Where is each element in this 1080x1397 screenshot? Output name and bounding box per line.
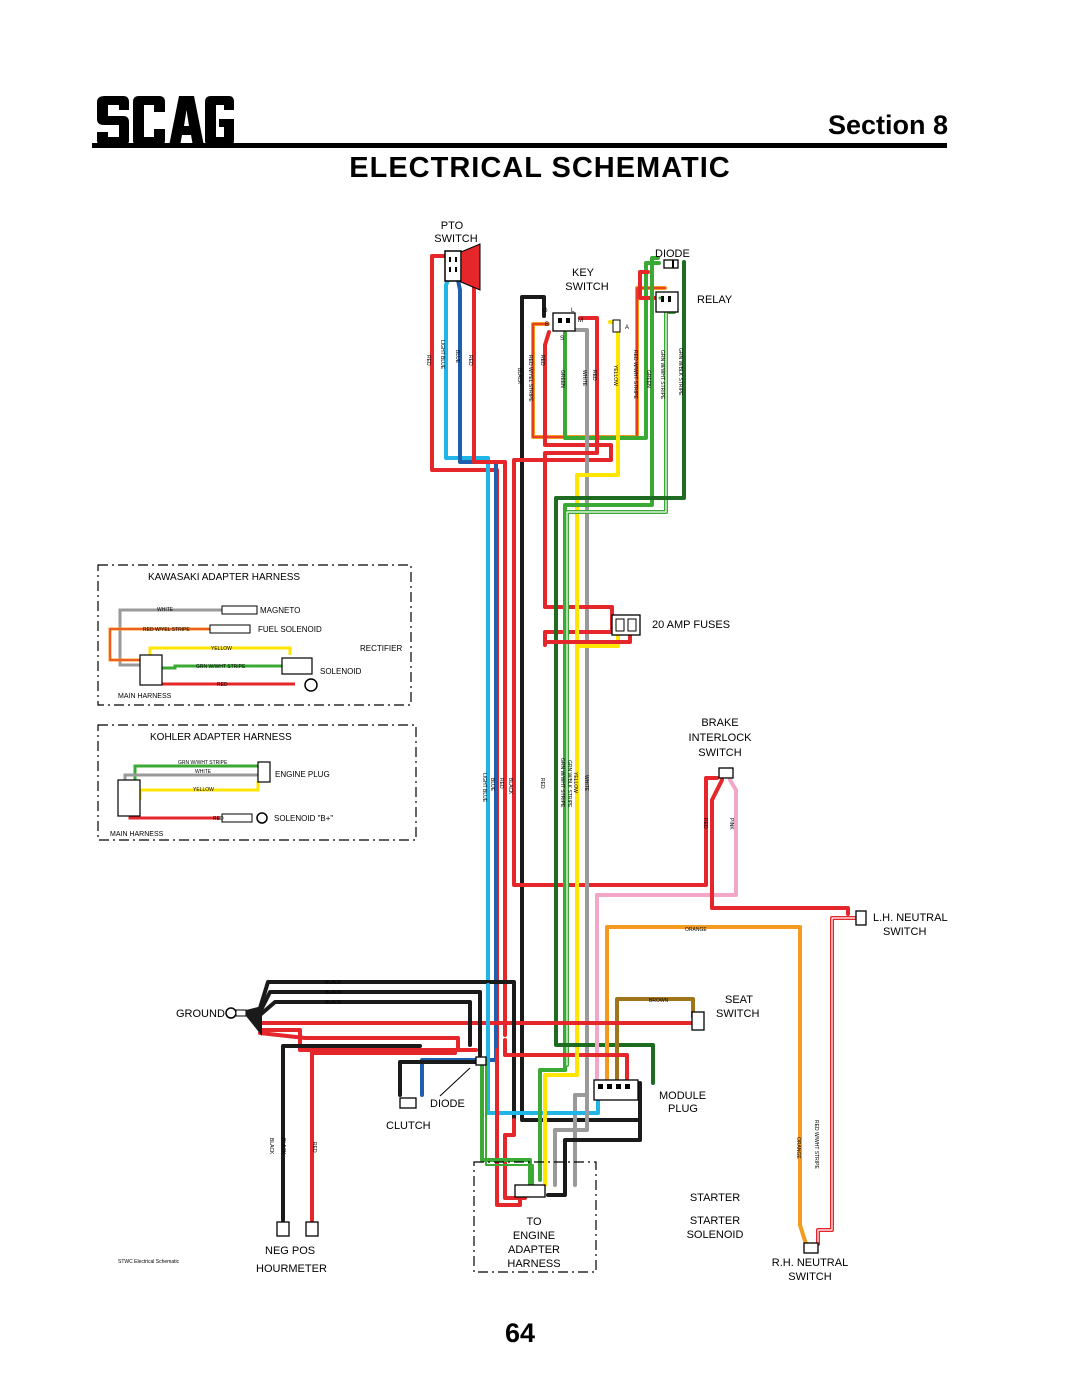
wl-orange: ORANGE xyxy=(685,927,707,933)
kawasaki-solenoid: SOLENOID xyxy=(320,667,362,676)
brake-switch xyxy=(719,768,733,778)
wl-key-6: YELLOW xyxy=(612,365,618,386)
wl-trunk-7: YELLOW xyxy=(572,772,578,793)
wl-hm-2: RED xyxy=(311,1142,317,1153)
wl-pto-0: RED xyxy=(425,355,431,366)
wl-rh-0: ORANGE xyxy=(795,1137,801,1159)
wl-key-0: RED W/YEL STRIPE xyxy=(527,355,533,402)
lh-neutral-switch xyxy=(856,911,866,925)
starter-solenoid-1: STARTER xyxy=(689,1215,741,1227)
rh-neutral-label-2: SWITCH xyxy=(788,1271,832,1283)
diode-clutch-label: DIODE xyxy=(430,1098,465,1110)
wl-ground-0: BLACK xyxy=(325,980,342,986)
wl-pto-2: BLUE xyxy=(454,350,460,364)
koh-wire-red: RED xyxy=(213,816,224,822)
wire-lh-red-w-wht-stripe xyxy=(818,918,858,1244)
key-term-a: A xyxy=(625,325,630,331)
wl-trunk-2: RED xyxy=(498,778,504,789)
wl-ground-1: BLACK xyxy=(325,990,342,996)
key-term-g: G xyxy=(543,308,548,314)
clutch-connector xyxy=(400,1098,416,1108)
kaw-wire-grnwht: GRN W/WHT STRIPE xyxy=(196,664,246,670)
brake-label-1: BRAKE xyxy=(701,717,739,729)
koh-wire-yellow: YELLOW xyxy=(193,787,214,793)
wl-relay-0: RED W/WHT STRIPE xyxy=(632,350,638,399)
wl-rh-1: RED W/WHT STRIPE xyxy=(813,1120,819,1169)
wire-eng-green-2 xyxy=(486,1060,533,1185)
relay xyxy=(656,292,678,312)
wire-key-black xyxy=(522,297,640,1120)
wire-pto-blue xyxy=(457,275,496,1028)
relay-label: RELAY xyxy=(697,294,733,306)
kaw-wire-white: WHITE xyxy=(157,607,174,613)
wl-key-2: RED xyxy=(539,355,545,366)
wl-pto-3: RED xyxy=(467,355,473,366)
koh-wire-grnwht: GRN W/WHT STRIPE xyxy=(178,760,228,766)
ground-lug xyxy=(226,1006,262,1036)
kaw-wire-redyel: RED W/YEL STRIPE xyxy=(143,627,190,633)
wl-trunk-4: RED xyxy=(539,778,545,789)
kohler-engine-plug: ENGINE PLUG xyxy=(275,770,330,779)
lh-neutral-label: L.H. NEUTRAL xyxy=(873,912,948,924)
brake-label-3: SWITCH xyxy=(698,747,742,759)
engine-adapter-1: TO xyxy=(526,1216,542,1228)
pto-switch xyxy=(445,244,480,290)
engine-adapter-2: ENGINE xyxy=(512,1230,556,1242)
wl-trunk-1: BLUE xyxy=(489,778,495,792)
kohler-solenoid-b: SOLENOID "B+" xyxy=(274,814,334,823)
key-term-s: S xyxy=(560,336,565,342)
wl-trunk-0: LIGHT BLUE xyxy=(481,773,487,803)
fuse-holder xyxy=(612,615,640,635)
seat-label: SEAT xyxy=(725,994,753,1006)
wl-key-3: GREEN xyxy=(559,370,565,388)
module-label: MODULE xyxy=(659,1090,707,1102)
section-number: Section 8 xyxy=(827,110,948,140)
wl-key-4: WHITE xyxy=(581,370,587,387)
clutch-label: CLUTCH xyxy=(386,1120,431,1132)
ground-label: GROUND xyxy=(176,1008,225,1020)
module-label-2: PLUG xyxy=(668,1103,698,1115)
kawasaki-magneto: MAGNETO xyxy=(260,606,301,615)
clutch-diode xyxy=(476,1057,486,1065)
rh-neutral-label: R.H. NEUTRAL xyxy=(771,1257,849,1269)
key-label: KEY xyxy=(571,267,595,279)
wire-hourmeter-red xyxy=(312,1053,455,1220)
wl-key-1: BLACK xyxy=(516,368,522,385)
wl-brown: BROWN xyxy=(649,998,669,1004)
wire-lh-red-w-wht xyxy=(818,918,858,1244)
wire-eng-red xyxy=(497,1050,520,1205)
kawasaki-harness xyxy=(98,565,411,705)
wl-hm-1: BLACK xyxy=(280,1138,286,1155)
seat-label-2: SWITCH xyxy=(716,1008,760,1020)
hourmeter-pos xyxy=(306,1222,318,1236)
wl-pto-1: LIGHT BLUE xyxy=(439,340,445,370)
pto-label: PTO xyxy=(440,220,464,232)
koh-wire-white: WHITE xyxy=(195,769,212,775)
lh-neutral-label-2: SWITCH xyxy=(883,926,927,938)
wire-relay-grn-w-wht-inner xyxy=(567,312,674,1065)
wl-relay-2: GRN W/WHT STRIPE xyxy=(659,350,665,400)
wl-relay-1: GREEN xyxy=(645,370,651,388)
wl-key-5: RED xyxy=(591,370,597,381)
key-label-2: SWITCH xyxy=(565,281,609,293)
seat-switch xyxy=(692,1012,704,1030)
page-title: ELECTRICAL SCHEMATIC xyxy=(349,152,731,184)
wl-brake-0: RED xyxy=(702,818,708,829)
kawasaki-title: KAWASAKI ADAPTER HARNESS xyxy=(148,572,301,583)
kohler-main-harness: MAIN HARNESS xyxy=(110,831,164,838)
kawasaki-fuel-solenoid: FUEL SOLENOID xyxy=(258,625,322,634)
starter-label: STARTER xyxy=(689,1192,741,1204)
hourmeter-label: HOURMETER xyxy=(256,1263,327,1275)
key-term-b: B xyxy=(545,322,550,328)
diode-top-label: DIODE xyxy=(655,248,690,260)
wl-trunk-6: GRN W/BLK STRIPE xyxy=(566,760,572,808)
kaw-wire-yellow: YELLOW xyxy=(211,646,232,652)
pto-label-2: SWITCH xyxy=(434,233,478,245)
hourmeter-terminals: NEG POS xyxy=(265,1245,316,1257)
fuses-label: 20 AMP FUSES xyxy=(652,619,731,631)
wl-trunk-8: WHITE xyxy=(583,775,589,792)
kawasaki-main-harness: MAIN HARNESS xyxy=(118,693,172,700)
kohler-title: KOHLER ADAPTER HARNESS xyxy=(150,732,292,743)
kaw-wire-red: RED xyxy=(217,682,228,688)
brake-label-2: INTERLOCK xyxy=(688,732,752,744)
wire-relay-grn-w-wht xyxy=(567,312,674,1065)
starter-solenoid-2: SOLENOID xyxy=(686,1229,744,1241)
engine-adapter-3: ADAPTER xyxy=(508,1244,560,1256)
key-term-m: M xyxy=(578,318,583,324)
wl-ground-2: BLACK xyxy=(325,1000,342,1006)
kawasaki-rectifier: RECTIFIER xyxy=(360,644,403,653)
key-term-l: L xyxy=(571,308,575,314)
wire-clutch-black xyxy=(400,1062,480,1095)
diode-top xyxy=(664,260,678,268)
engine-adapter-connector xyxy=(515,1185,545,1197)
wire-pto-light-blue xyxy=(446,270,488,985)
wl-trunk-5: GRN W/WHT STRIPE xyxy=(559,758,565,808)
wl-trunk-3: BLACK xyxy=(507,778,513,795)
engine-adapter-4: HARNESS xyxy=(507,1258,561,1270)
rh-neutral-switch xyxy=(804,1243,818,1253)
module-plug xyxy=(594,1080,638,1100)
footer-note: STWC Electrical Schematic xyxy=(118,1259,180,1265)
wl-relay-3: GRN W/BLK STRIPE xyxy=(677,348,683,396)
page-number: 64 xyxy=(504,1318,536,1348)
wl-brake-1: PINK xyxy=(728,818,734,830)
hourmeter-neg xyxy=(277,1222,289,1236)
wl-hm-0: BLACK xyxy=(268,1138,274,1155)
